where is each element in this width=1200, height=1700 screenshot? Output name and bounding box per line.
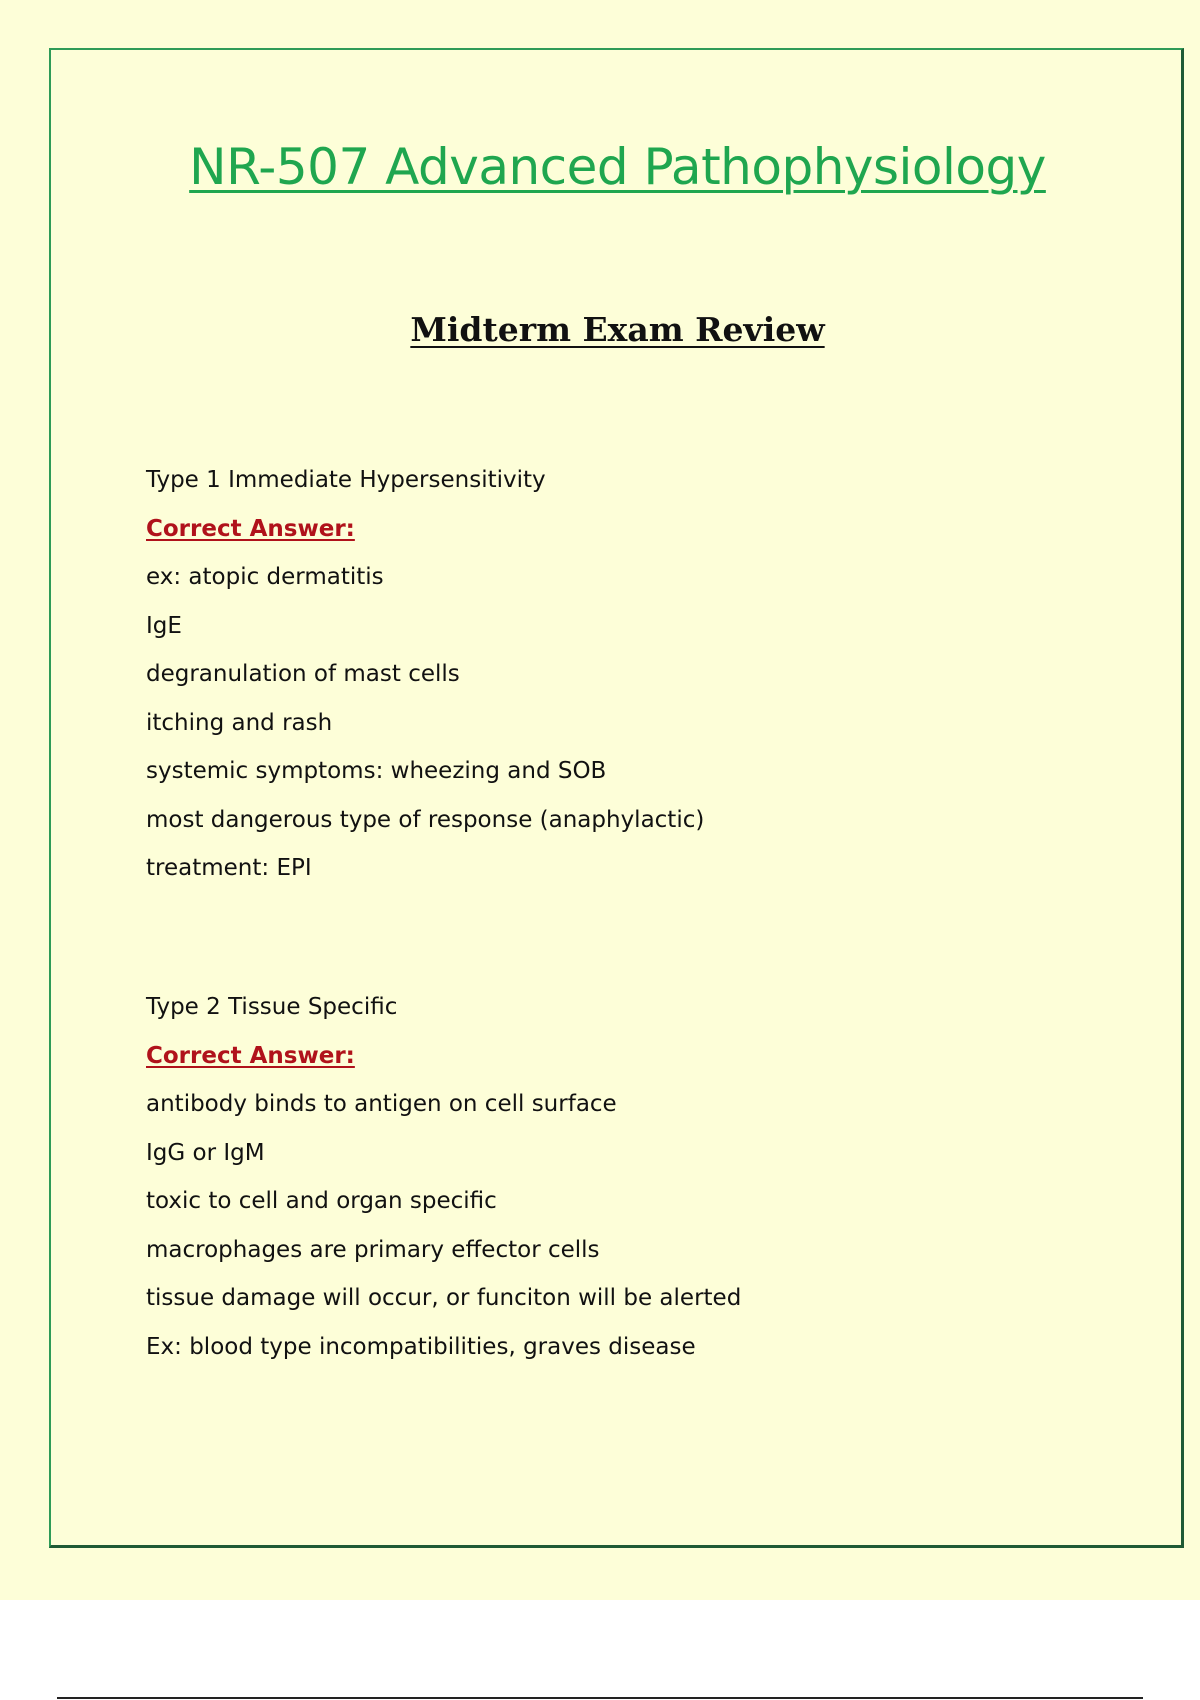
document-title: NR-507 Advanced Pathophysiology — [189, 138, 1046, 196]
answer-line: tissue damage will occur, or funciton will be alerted — [146, 1285, 742, 1311]
correct-answer-label: Correct Answer: — [146, 1042, 355, 1069]
answer-line: IgG or IgM — [146, 1139, 265, 1166]
answer-line: most dangerous type of response (anaphylactic) — [146, 806, 705, 833]
correct-answer-label: Correct Answer: — [146, 515, 355, 542]
question-section-2 — [146, 983, 1046, 1371]
answer-line: treatment: EPI — [146, 855, 312, 881]
question-text: Type 2 Tissue Specific — [146, 994, 398, 1020]
answer-line: ex: atopic dermatitis — [146, 564, 384, 590]
question-section-1 — [146, 456, 1046, 893]
answer-line: antibody binds to antigen on cell surface — [146, 1091, 617, 1117]
answer-line: macrophages are primary effector cells — [146, 1236, 600, 1263]
answer-line: Ex: blood type incompatibilities, graves disease — [146, 1333, 696, 1360]
answer-line: systemic symptoms: wheezing and SOB — [146, 758, 607, 784]
answer-line: degranulation of mast cells — [146, 661, 460, 687]
question-text: Type 1 Immediate Hypersensitivity — [146, 467, 546, 493]
answer-line: toxic to cell and organ specific — [146, 1188, 497, 1214]
answer-line: itching and rash — [146, 709, 333, 736]
footer-divider — [57, 1697, 1143, 1699]
answer-line: IgE — [146, 612, 182, 639]
document-subtitle: Midterm Exam Review — [410, 310, 825, 349]
